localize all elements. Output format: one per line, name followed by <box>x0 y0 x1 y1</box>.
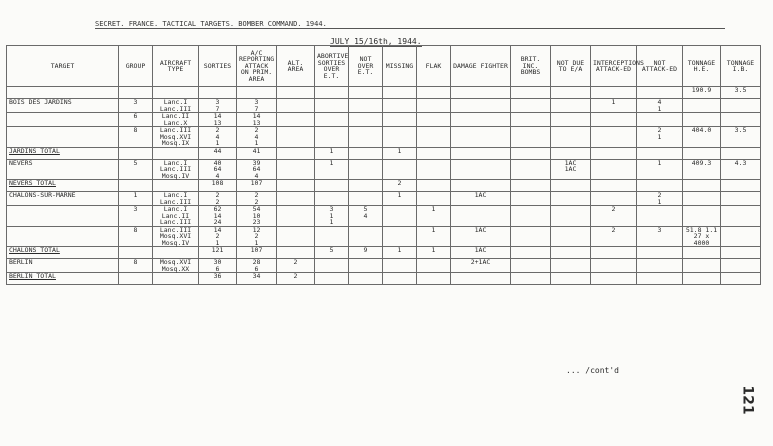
table-cell: 107 <box>237 247 277 259</box>
table-cell: 2 4 1 <box>237 127 277 148</box>
table-cell: 1AC 1AC <box>551 159 591 180</box>
table-cell <box>417 87 451 99</box>
table-cell: 190.9 <box>683 87 721 99</box>
continued-note: ... /cont'd <box>566 366 619 375</box>
table-cell <box>721 99 761 113</box>
table-cell: 2 1 <box>637 127 683 148</box>
table-cell: Lanc.III Mosq.XVI Mosq.IV <box>153 226 199 247</box>
table-cell: 1 <box>417 206 451 227</box>
table-cell <box>591 159 637 180</box>
table-cell: JARDINS TOTAL <box>7 147 119 159</box>
table-cell <box>591 259 637 273</box>
table-cell <box>637 273 683 285</box>
table-cell: 8 <box>119 259 153 273</box>
table-row <box>7 113 761 127</box>
table-cell <box>417 180 451 192</box>
table-cell <box>683 259 721 273</box>
table-cell: 3 7 <box>199 99 237 113</box>
table-cell <box>277 99 315 113</box>
table-cell: Lanc.I Lanc.II Lanc.III <box>153 206 199 227</box>
table-cell <box>277 180 315 192</box>
table-cell <box>683 192 721 206</box>
column-header: DAMAGE FIGHTER <box>451 46 511 87</box>
table-cell: 4.3 <box>721 159 761 180</box>
table-row <box>7 226 761 247</box>
table-cell <box>119 247 153 259</box>
table-cell <box>511 206 551 227</box>
table-cell: 1 <box>383 192 417 206</box>
table-cell <box>383 259 417 273</box>
table-cell <box>551 147 591 159</box>
table-cell <box>349 226 383 247</box>
table-cell: 1 <box>417 247 451 259</box>
table-cell <box>153 87 199 99</box>
table-cell <box>383 87 417 99</box>
table-cell <box>683 273 721 285</box>
table-cell <box>417 259 451 273</box>
column-header: ALT. AREA <box>277 46 315 87</box>
table-cell: Lanc.I Lanc.III <box>153 192 199 206</box>
table-cell <box>315 113 349 127</box>
table-cell <box>721 147 761 159</box>
table-cell: 28 6 <box>237 259 277 273</box>
table-cell <box>511 180 551 192</box>
table-cell: 3 <box>637 226 683 247</box>
table-cell <box>119 87 153 99</box>
table-cell <box>637 247 683 259</box>
table-cell: CHALONS-SUR-MARNE <box>7 192 119 206</box>
table-cell: 1AC <box>451 192 511 206</box>
column-header: NOT DUE TO E/A <box>551 46 591 87</box>
table-cell <box>551 99 591 113</box>
table-cell <box>551 192 591 206</box>
table-cell: 12 2 1 <box>237 226 277 247</box>
table-body <box>7 87 761 285</box>
table-cell <box>119 147 153 159</box>
table-cell: 36 <box>199 273 237 285</box>
table-cell <box>511 147 551 159</box>
column-header: A/C REPORTING ATTACK ON PRIM. AREA <box>237 46 277 87</box>
table-cell: 3 1 1 <box>315 206 349 227</box>
table-cell: NEVERS <box>7 159 119 180</box>
table-row <box>7 147 761 159</box>
table-row <box>7 259 761 273</box>
table-cell <box>511 159 551 180</box>
table-cell: 14 2 1 <box>199 226 237 247</box>
page-number: 121 <box>739 385 756 415</box>
table-cell <box>683 147 721 159</box>
table-cell <box>315 127 349 148</box>
table-cell <box>637 87 683 99</box>
table-cell: 51.8 1.1 27 x 4000 <box>683 226 721 247</box>
table-cell: 121 <box>199 247 237 259</box>
table-cell: 108 <box>199 180 237 192</box>
table-cell <box>591 113 637 127</box>
table-cell: 1 <box>383 247 417 259</box>
table-cell <box>551 259 591 273</box>
table-cell <box>199 87 237 99</box>
table-cell <box>119 273 153 285</box>
table-cell <box>721 273 761 285</box>
column-header: TONNAGE H.E. <box>683 46 721 87</box>
table-cell <box>591 87 637 99</box>
table-cell <box>451 113 511 127</box>
table-cell: 2 2 <box>237 192 277 206</box>
table-cell <box>721 180 761 192</box>
table-cell: 1AC <box>451 247 511 259</box>
table-cell <box>451 180 511 192</box>
table-cell <box>277 192 315 206</box>
table-cell: CHALONS TOTAL <box>7 247 119 259</box>
table-cell <box>637 180 683 192</box>
table-cell: 5 4 <box>349 206 383 227</box>
table-cell <box>383 226 417 247</box>
table-cell <box>349 127 383 148</box>
column-header: AIRCRAFT TYPE <box>153 46 199 87</box>
date-line: JULY 15/16th, 1944. <box>330 37 422 46</box>
table-cell <box>721 113 761 127</box>
table-cell <box>551 113 591 127</box>
column-header: MISSING <box>383 46 417 87</box>
table-cell <box>683 113 721 127</box>
table-cell <box>591 180 637 192</box>
table-cell: 40 64 4 <box>199 159 237 180</box>
table-cell <box>591 127 637 148</box>
table-cell <box>451 273 511 285</box>
table-cell <box>315 273 349 285</box>
table-cell <box>153 147 199 159</box>
table-cell <box>277 127 315 148</box>
table-cell <box>591 192 637 206</box>
column-header: TONNAGE I.B. <box>721 46 761 87</box>
table-cell <box>7 113 119 127</box>
table-cell: 62 14 24 <box>199 206 237 227</box>
table-cell <box>383 273 417 285</box>
table-cell: 1 <box>637 159 683 180</box>
table-cell <box>451 87 511 99</box>
table-cell: 39 64 4 <box>237 159 277 180</box>
table-cell <box>315 180 349 192</box>
table-cell <box>315 99 349 113</box>
table-row <box>7 247 761 259</box>
table-cell: 5 <box>119 159 153 180</box>
table-cell: 8 <box>119 127 153 148</box>
table-cell <box>315 259 349 273</box>
table-cell: 107 <box>237 180 277 192</box>
table-cell <box>511 273 551 285</box>
table-row <box>7 99 761 113</box>
table-cell <box>417 159 451 180</box>
column-header: GROUP <box>119 46 153 87</box>
table-cell <box>417 127 451 148</box>
table-cell: 2 <box>591 226 637 247</box>
table-cell <box>153 247 199 259</box>
table-cell <box>683 99 721 113</box>
table-cell <box>349 192 383 206</box>
table-cell <box>315 192 349 206</box>
table-cell: 1 <box>315 159 349 180</box>
table-header <box>7 46 761 87</box>
table-cell <box>315 226 349 247</box>
column-header: TARGET <box>7 46 119 87</box>
table-row <box>7 127 761 148</box>
table-cell <box>551 273 591 285</box>
table-cell <box>417 147 451 159</box>
table-cell <box>153 180 199 192</box>
table-cell <box>277 226 315 247</box>
table-cell <box>349 113 383 127</box>
table-cell <box>511 127 551 148</box>
table-cell <box>511 192 551 206</box>
table-cell: 2+1AC <box>451 259 511 273</box>
table-cell: 30 6 <box>199 259 237 273</box>
table-cell <box>451 99 511 113</box>
table-cell <box>511 259 551 273</box>
column-header: ABORTIVE SORTIES OVER E.T. <box>315 46 349 87</box>
table-cell <box>637 113 683 127</box>
column-header: FLAK <box>417 46 451 87</box>
table-cell <box>417 273 451 285</box>
table-cell: 5 <box>315 247 349 259</box>
table-cell <box>417 113 451 127</box>
table-cell <box>277 247 315 259</box>
table-cell: 6 <box>119 113 153 127</box>
table-cell: 3 7 <box>237 99 277 113</box>
table-cell <box>511 226 551 247</box>
table-cell: 3 <box>119 206 153 227</box>
table-cell <box>551 87 591 99</box>
table-cell <box>119 180 153 192</box>
column-header: SORTIES <box>199 46 237 87</box>
table-cell: 2 <box>277 273 315 285</box>
table-cell <box>721 226 761 247</box>
table-cell: 2 <box>383 180 417 192</box>
table-cell: 14 13 <box>199 113 237 127</box>
table-cell <box>591 273 637 285</box>
table-cell <box>683 180 721 192</box>
table-cell: 2 2 <box>199 192 237 206</box>
table-cell: 4 1 <box>637 99 683 113</box>
table-cell: Lanc.I Lanc.III Mosq.IV <box>153 159 199 180</box>
table-cell <box>277 159 315 180</box>
table-cell <box>349 147 383 159</box>
table-cell <box>551 180 591 192</box>
table-cell: Lanc.I Lanc.III <box>153 99 199 113</box>
table-cell: 2 <box>591 206 637 227</box>
table-cell <box>277 87 315 99</box>
table-cell: 1AC <box>451 226 511 247</box>
table-cell: Lanc.II Lanc.X <box>153 113 199 127</box>
document-header: SECRET. FRANCE. TACTICAL TARGETS. BOMBER COMMAND. 1944. <box>95 20 725 29</box>
table-cell <box>551 247 591 259</box>
table-cell: 44 <box>199 147 237 159</box>
table-cell: 41 <box>237 147 277 159</box>
table-cell <box>277 206 315 227</box>
table-cell <box>551 206 591 227</box>
table-cell: 54 10 23 <box>237 206 277 227</box>
table-cell <box>7 226 119 247</box>
table-row <box>7 192 761 206</box>
table-row <box>7 159 761 180</box>
table-cell: 14 13 <box>237 113 277 127</box>
table-cell: 34 <box>237 273 277 285</box>
table-cell: 2 1 <box>637 192 683 206</box>
table-cell <box>721 206 761 227</box>
table-cell <box>451 147 511 159</box>
table-cell: 409.3 <box>683 159 721 180</box>
table-row <box>7 273 761 285</box>
table-cell <box>683 247 721 259</box>
table-cell: Mosq.XVI Mosq.XX <box>153 259 199 273</box>
table-cell: 1 <box>591 99 637 113</box>
table-cell <box>511 247 551 259</box>
table-cell <box>417 192 451 206</box>
table-cell <box>383 113 417 127</box>
table-cell <box>383 99 417 113</box>
table-cell: 9 <box>349 247 383 259</box>
table-cell <box>349 87 383 99</box>
column-header: NOT OVER E.T. <box>349 46 383 87</box>
table-cell: BOIS DES JARDINS <box>7 99 119 113</box>
table-cell <box>349 159 383 180</box>
table-cell: 8 <box>119 226 153 247</box>
operations-table <box>6 45 761 285</box>
table-cell <box>383 206 417 227</box>
table-cell: Lanc.III Mosq.XVI Mosq.IX <box>153 127 199 148</box>
column-header: NOT ATTACK-ED <box>637 46 683 87</box>
table-cell <box>277 113 315 127</box>
table-cell <box>153 273 199 285</box>
table-cell: 1 <box>383 147 417 159</box>
table-row <box>7 180 761 192</box>
table-cell: 3.5 <box>721 127 761 148</box>
table-cell <box>383 159 417 180</box>
table-cell <box>451 127 511 148</box>
table-cell <box>349 180 383 192</box>
table-cell: 1 <box>315 147 349 159</box>
table-row <box>7 87 761 99</box>
table-cell <box>417 99 451 113</box>
table-cell <box>637 206 683 227</box>
table-cell <box>7 206 119 227</box>
table-cell: 3.5 <box>721 87 761 99</box>
table-cell <box>315 87 349 99</box>
table-cell <box>349 259 383 273</box>
table-cell <box>511 113 551 127</box>
table-cell <box>349 99 383 113</box>
table-cell <box>551 127 591 148</box>
table-cell <box>637 147 683 159</box>
table-cell <box>349 273 383 285</box>
column-header: INTERCEPTIONS ATTACK-ED <box>591 46 637 87</box>
table-cell: 2 <box>277 259 315 273</box>
table-cell <box>683 206 721 227</box>
table-cell <box>277 147 315 159</box>
table-row <box>7 206 761 227</box>
table-cell: BERLIN <box>7 259 119 273</box>
table-cell <box>591 147 637 159</box>
table-cell: 3 <box>119 99 153 113</box>
table-cell <box>451 159 511 180</box>
column-header: BRIT. INC. BOMBS <box>511 46 551 87</box>
table-cell <box>451 206 511 227</box>
table-cell <box>721 192 761 206</box>
table-cell <box>511 99 551 113</box>
table-cell: 404.0 <box>683 127 721 148</box>
table-cell <box>7 87 119 99</box>
table-cell: BERLIN TOTAL <box>7 273 119 285</box>
table-cell <box>551 226 591 247</box>
table-cell: 1 <box>119 192 153 206</box>
table-cell <box>591 247 637 259</box>
table-cell <box>237 87 277 99</box>
table-cell <box>511 87 551 99</box>
table-cell: 1 <box>417 226 451 247</box>
table-cell: 2 4 1 <box>199 127 237 148</box>
table-cell <box>637 259 683 273</box>
table-cell <box>383 127 417 148</box>
table-cell <box>721 247 761 259</box>
table-cell: NEVERS TOTAL <box>7 180 119 192</box>
table-cell <box>7 127 119 148</box>
table-cell <box>721 259 761 273</box>
